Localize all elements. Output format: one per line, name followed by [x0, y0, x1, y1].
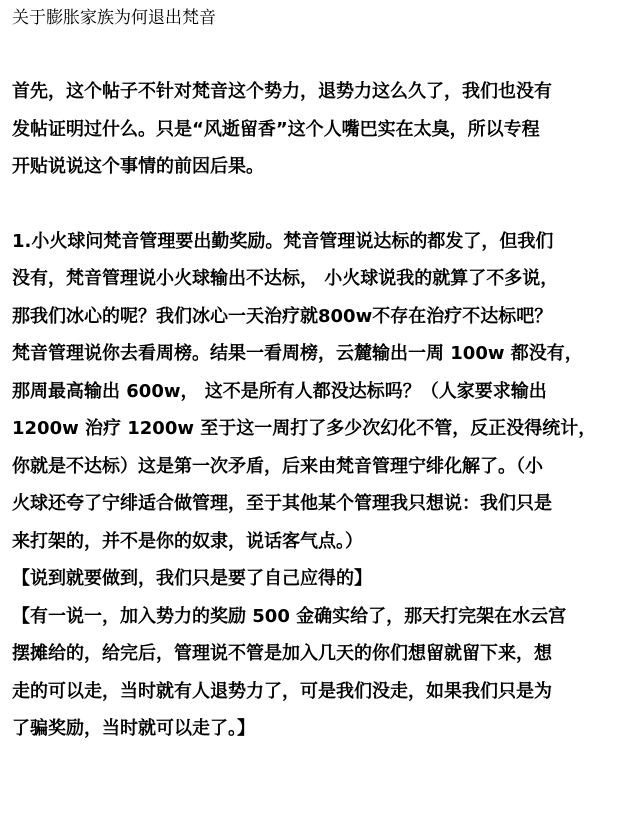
bracket-note-line: 摆摊给的，给完后，管理说不管是加入几天的你们想留就留下来，想	[12, 643, 552, 664]
text-line: 没有，梵音管理说小火球输出不达标， 小火球说我的就算了不多说，	[12, 268, 559, 289]
text-line: 开贴说说这个事情的前因后果。	[12, 156, 264, 177]
section-1-paragraph	[12, 223, 618, 748]
text-line: 1.小火球问梵音管理要出勤奖励。梵音管理说达标的都发了，但我们	[12, 230, 554, 252]
text-line: 梵音管理说你去看周榜。结果一看周榜，云麓输出一周 100w 都没有，	[12, 343, 583, 364]
bracket-note-line: 了骗奖励，当时就可以走了。】	[12, 718, 255, 739]
text-line: 那周最高输出 600w， 这不是所有人都没达标吗？（人家要求输出	[12, 380, 547, 402]
text-line: 火球还夸了宁绯适合做管理，至于其他某个管理我只想说：我们只是	[12, 493, 552, 514]
document-title: 关于膨胀家族为何退出梵音	[12, 8, 216, 28]
text-line: 你就是不达标）这是第一次矛盾，后来由梵音管理宁绯化解了。（小	[12, 455, 543, 477]
document	[12, 6, 618, 748]
text-line: 那我们冰心的呢？我们冰心一天治疗就800w不存在治疗不达标吧？	[12, 305, 553, 327]
intro-paragraph	[12, 73, 618, 186]
bracket-note-line: 【有一说一，加入势力的奖励 500 金确实给了，那天打完架在水云宫	[12, 605, 567, 627]
bracket-note-line: 【说到就要做到，我们只是要了自己应得的】	[12, 568, 372, 589]
bracket-note-line: 走的可以走，当时就有人退势力了，可是我们没走，如果我们只是为	[12, 680, 552, 702]
text-line: 1200w 治疗 1200w 至于这一周打了多少次幻化不管，反正没得统计，	[12, 418, 597, 439]
text-line: 首先，这个帖子不针对梵音这个势力，退势力这么久了，我们也没有	[12, 81, 552, 102]
text-line: 来打架的，并不是你的奴隶，说话客气点。）	[12, 530, 363, 552]
text-line: 发帖证明过什么。只是“风逝留香”这个人嘴巴实在太臭，所以专程	[12, 118, 540, 140]
